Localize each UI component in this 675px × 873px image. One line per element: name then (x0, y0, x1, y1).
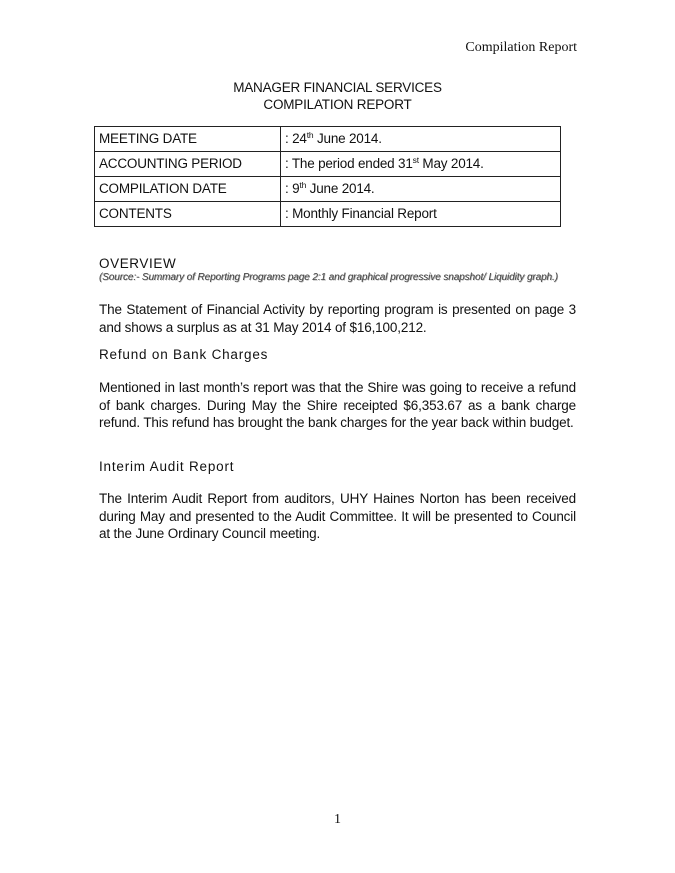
title-line-2: COMPILATION REPORT (263, 97, 412, 112)
table-row (95, 202, 561, 227)
refund-heading: Refund on Bank Charges (99, 347, 269, 362)
overview-paragraph: The Statement of Financial Activity by reporting program is presented on page 3 and shows a surplus as at 31 May 2014 of $16,100,212. (99, 302, 576, 335)
table-row (95, 152, 561, 177)
contents-value: : Monthly Financial Report (281, 202, 561, 227)
audit-paragraph: The Interim Audit Report from auditors, UHY Haines Norton has been received during May and presented to the Audit Committee. It will be presented to Council at the June Ordinary Council meeting. (99, 491, 576, 541)
table-row (95, 177, 561, 202)
meeting-date-label: MEETING DATE (95, 127, 281, 152)
audit-heading: Interim Audit Report (99, 459, 235, 474)
compilation-date-label: COMPILATION DATE (95, 177, 281, 202)
accounting-period-label: ACCOUNTING PERIOD (95, 152, 281, 177)
overview-heading: OVERVIEW (99, 256, 177, 271)
overview-source-note: (Source:- Summary of Reporting Programs page 2:1 and graphical progressive snapshot/ Liquidity graph.) (99, 272, 558, 283)
page-number: 1 (334, 812, 341, 827)
running-header: Compilation Report (465, 40, 577, 55)
report-title (0, 79, 675, 113)
title-line-1: MANAGER FINANCIAL SERVICES (233, 80, 442, 95)
contents-label: CONTENTS (95, 202, 281, 227)
table-row (95, 127, 561, 152)
compilation-date-value: : 9th June 2014. (281, 177, 561, 202)
accounting-period-value: : The period ended 31st May 2014. (281, 152, 561, 177)
refund-paragraph: Mentioned in last month’s report was that the Shire was going to receive a refund of bank charges. During May the Shire receipted $6,353.67 as a bank charge refund. This refund has brought the bank charges for the year back within budget. (99, 380, 576, 430)
report-info-table (94, 126, 561, 227)
meeting-date-value: : 24th June 2014. (281, 127, 561, 152)
